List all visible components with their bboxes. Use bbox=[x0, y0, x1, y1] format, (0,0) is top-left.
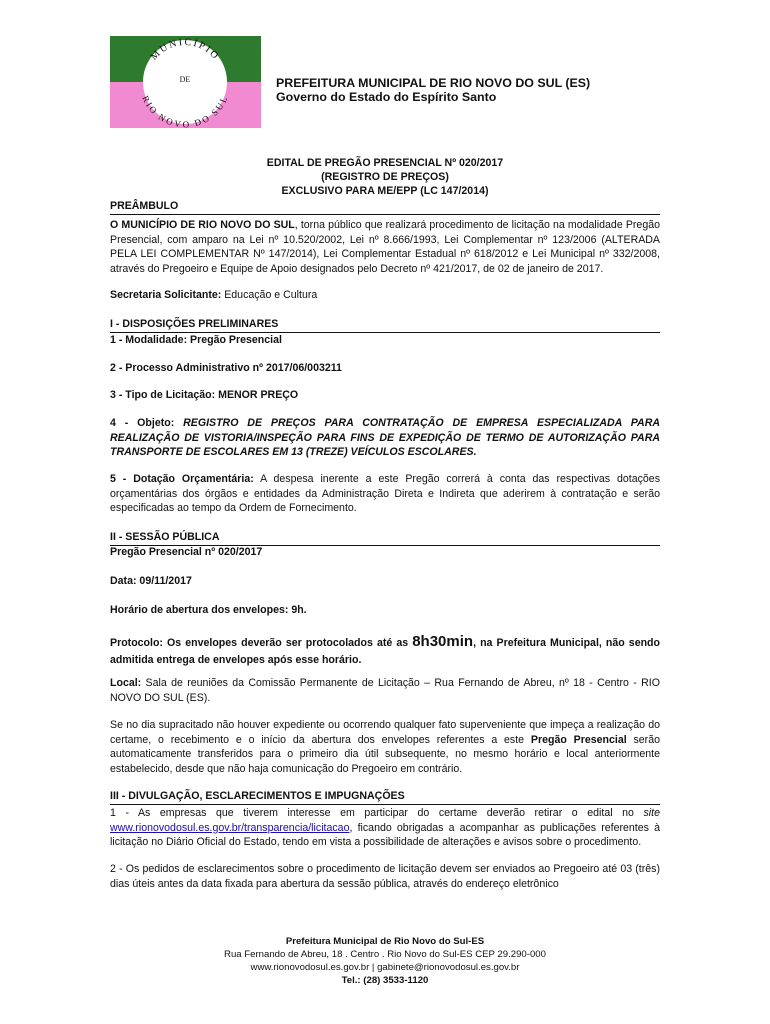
transfer-text-b: serão automaticamente transferidos para o primeiro dia útil subsequente, no mesmo horário e local anteriormente estabelecido, desde que não haja comunicação do Pregoeiro em contrário. bbox=[110, 733, 660, 775]
municipal-logo bbox=[110, 36, 261, 128]
divulgacao-item1-b: , ficando obrigadas a acompanhar as publicações referentes à licitação no Diário Oficial do Estado, tendo em vista a possibilidade de alterações e avisos sobre o procedimento. bbox=[110, 821, 660, 848]
header-title: PREFEITURA MUNICIPAL DE RIO NOVO DO SUL (ES) bbox=[276, 76, 591, 90]
edital-title: EDITAL DE PREGÃO PRESENCIAL Nº 020/2017 bbox=[266, 157, 504, 169]
footer-address: Rua Fernando de Abreu, 18 . Centro . Rio Novo do Sul-ES CEP 29.290-000 bbox=[224, 949, 546, 960]
section-heading-divulgacao: III - DIVULGAÇÃO, ESCLARECIMENTOS E IMPUGNAÇÕES bbox=[110, 789, 660, 805]
preambulo-lead: O MUNICÍPIO DE RIO NOVO DO SUL bbox=[110, 219, 295, 231]
secretaria-value: Educação e Cultura bbox=[221, 289, 318, 301]
footer-title: Prefeitura Municipal de Rio Novo do Sul-ES bbox=[285, 936, 485, 947]
logo-text-center: DE bbox=[179, 75, 191, 84]
pregao-number: Pregão Presencial nº 020/2017 bbox=[110, 546, 263, 558]
divulgacao-item2: 2 - Os pedidos de esclarecimentos sobre o procedimento de licitação devem ser enviados ao Pregoeiro até 03 (três) dias úteis antes da data fixada para abertura da sessão pública, através do endereço eletrônico bbox=[110, 863, 660, 890]
edital-exclusive: EXCLUSIVO PARA ME/EPP (LC 147/2014) bbox=[281, 185, 489, 197]
section-heading-sessao: II - SESSÃO PÚBLICA bbox=[110, 530, 660, 546]
header-subtitle: Governo do Estado do Espírito Santo bbox=[276, 90, 497, 104]
secretaria-line bbox=[110, 288, 660, 303]
item-tipo: 3 - Tipo de Licitação: MENOR PREÇO bbox=[110, 389, 299, 401]
item-dotacao bbox=[110, 472, 660, 516]
session-date: Data: 09/11/2017 bbox=[110, 575, 192, 587]
local-label: Local: bbox=[110, 677, 142, 689]
session-time: Horário de abertura dos envelopes: 9h. bbox=[110, 604, 307, 616]
protocolo-text-b: , na Prefeitura Municipal, não sendo admitida entrega de envelopes após esse horário. bbox=[110, 637, 660, 666]
protocolo-time: 8h30min bbox=[412, 633, 474, 650]
edital-subtitle: (REGISTRO DE PREÇOS) bbox=[321, 171, 449, 183]
dotacao-label: 5 - Dotação Orçamentária: bbox=[110, 473, 254, 485]
logo-text-bottom: RIO NOVO DO SUL bbox=[140, 94, 230, 128]
secretaria-label: Secretaria Solicitante: bbox=[110, 289, 222, 301]
site-word: site bbox=[643, 807, 660, 819]
logo-text-top: MUNICÍPIO bbox=[148, 36, 222, 63]
objeto-text: REGISTRO DE PREÇOS PARA CONTRATAÇÃO DE EMPRESA ESPECIALIZADA PARA REALIZAÇÃO DE VISTORIA/INSPEÇÃO PARA FINS DE EXPEDIÇÃO DE TERMO DE AUTORIZAÇÃO PARA TRANSPORTE DE ESCOLARES EM 13 (TREZE) VEÍCULOS ESCOLARES. bbox=[110, 417, 660, 458]
transfer-text-a: Se no dia supracitado não houver expediente ou ocorrendo qualquer fato superveniente que impeça a realização do certame, o recebimento e o início da abertura dos envelopes referentes a este bbox=[110, 719, 660, 746]
item-objeto bbox=[110, 416, 660, 460]
local-text: Sala de reuniões da Comissão Permanente de Licitação – Rua Fernando de Abreu, nº 18 - Centro - RIO NOVO DO SUL (ES). bbox=[110, 677, 660, 704]
protocolo-text-a: Protocolo: Os envelopes deverão ser protocolados até as bbox=[110, 637, 413, 649]
divulgacao-item1-a: 1 - As empresas que tiverem interesse em participar do certame deverão retirar o edital no bbox=[110, 807, 644, 819]
section-heading-preambulo: PREÂMBULO bbox=[110, 199, 660, 215]
item-modalidade: 1 - Modalidade: Pregão Presencial bbox=[110, 334, 282, 346]
objeto-label: 4 - Objeto: bbox=[110, 417, 184, 429]
item-processo: 2 - Processo Administrativo nº 2017/06/003211 bbox=[110, 362, 342, 374]
protocolo-paragraph bbox=[110, 633, 660, 669]
transfer-paragraph bbox=[110, 718, 660, 776]
preambulo-text: , torna público que realizará procedimento de licitação na modalidade Pregão Presencial, com amparo na Lei nº 10.520/2002, Lei nº 8.666/1993, Lei Complementar nº 123/2006 (ALTERADA PELA LEI COMPLEMENTAR Nº 147/2014), Lei Complementar Estadual nº 618/2012 e Lei Municipal nº 332/2008, através do Pregoeiro e Equipe de Apoio designados pelo Decreto nº 421/2017, de 02 de janeiro de 2017. bbox=[110, 219, 660, 275]
footer-phone: Tel.: (28) 3533-1120 bbox=[341, 975, 429, 986]
edital-link[interactable]: www.rionovodosul.es.gov.br/transparencia/licitacao bbox=[110, 821, 350, 834]
preambulo-paragraph bbox=[110, 218, 660, 276]
local-paragraph bbox=[110, 676, 660, 705]
dotacao-text: A despesa inerente a este Pregão correrá à conta das respectivas dotações orçamentárias dos órgãos e entidades da Administração Direta e Indireta que aderirem à contratação e serão especificadas ao tempo da Ordem de Fornecimento. bbox=[110, 473, 660, 514]
footer-web-email: www.rionovodosul.es.gov.br | gabinete@rionovodosul.es.gov.br bbox=[250, 962, 520, 973]
transfer-bold: Pregão Presencial bbox=[530, 733, 627, 746]
divulgacao-item1 bbox=[110, 806, 660, 850]
section-heading-disposicoes: I - DISPOSIÇÕES PRELIMINARES bbox=[110, 317, 660, 333]
